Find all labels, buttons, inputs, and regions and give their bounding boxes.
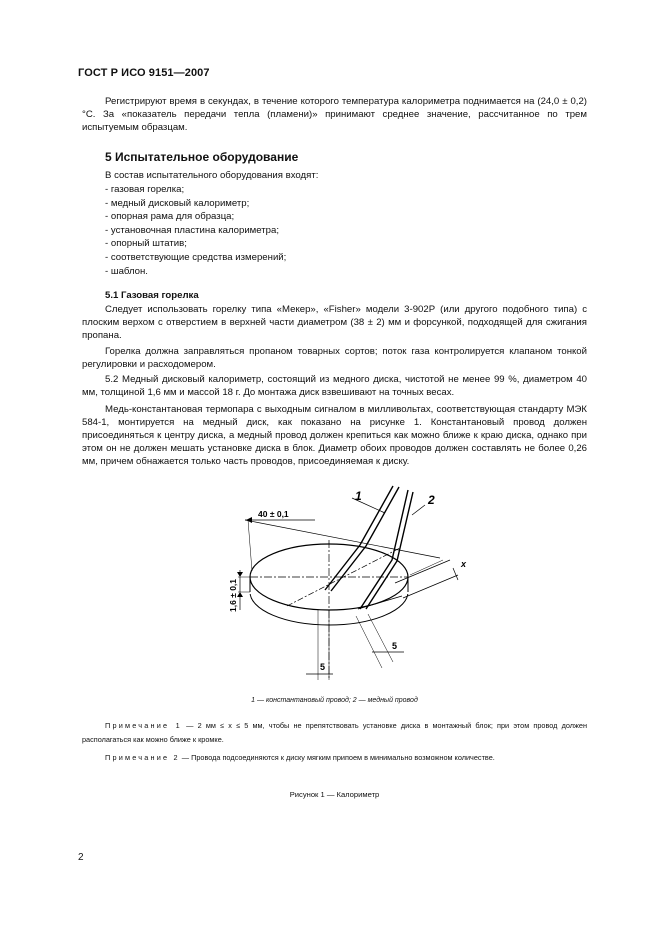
figure-title: Рисунок 1 — Калориметр — [289, 790, 380, 799]
note-1-text: — 2 мм ≤ x ≤ 5 мм, чтобы не препятствовать установке диска в монтажный блок; при этом провод должен располагаться как можно ближе к кромке. — [82, 721, 587, 744]
list-item: - опорный штатив; — [105, 237, 286, 251]
note-1-label: Примечание 1 — [105, 721, 182, 730]
list-item: - установочная пластина калориметра; — [105, 224, 286, 238]
spacing-label: 5 — [392, 641, 398, 651]
note-2-text: — Провода подсоединяются к диску мягким припоем в минимально возможном количестве. — [179, 753, 495, 762]
x-label: x — [461, 559, 467, 569]
section-5-2-paragraph-1: 5.2 Медный дисковый калориметр, состоящий из медного диска, чистотой не менее 99 %, диаметром 40 мм, толщиной 1,6 мм и массой 18 г. До монтажа диск взвешивают на точных весах. — [82, 374, 587, 398]
list-item: - соответствующие средства измерений; — [105, 251, 286, 265]
page-number: 2 — [78, 852, 84, 863]
diameter-label: 40 ± 0,1 — [258, 509, 289, 519]
wire-2-label: 2 — [428, 493, 435, 507]
note-1 — [82, 719, 587, 746]
section-5-1-paragraph-2: Горелка должна заправляться пропаном товарных сортов; поток газа контролируется клапаном тонкой регулировки и расходомером. — [82, 346, 587, 370]
intro-paragraph: Регистрируют время в секундах, в течение которого температура калориметра поднимается на (24,0 ± 0,2) °С. За «показатель передачи тепла (пламени)» принимают среднее значение, рассчитанное по трем испытуемым образцам. — [82, 96, 587, 133]
list-item: - газовая горелка; — [105, 183, 286, 197]
note-2-label: Примечание 2 — [105, 753, 180, 762]
offset-label: 5 — [320, 662, 326, 672]
thickness-label: 1,6 ± 0,1 — [228, 578, 238, 612]
list-item: - медный дисковый калориметр; — [105, 197, 286, 211]
section-5-1-heading: 5.1 Газовая горелка — [105, 290, 199, 301]
figure-legend: 1 — константановый провод; 2 — медный провод — [251, 697, 418, 704]
section-5-2-paragraph-2: Медь-константановая термопара с выходным сигналом в милливольтах, соответствующая стандарту МЭК 584-1, монтируется на медный диск, как показано на рисунке 1. Константановый провод должен присоединяться к центру диска, а медный провод должен крепиться как можно ближе к краю диска, однако при этом он не должен мешать установке диска в блок. Диаметр обоих проводов должен составлять не более 0,26 мм, причем обнажается только часть проводов, присоединяемая к диску. — [82, 404, 587, 467]
section-5-heading: 5 Испытательное оборудование — [105, 150, 299, 164]
document-header: ГОСТ Р ИСО 9151—2007 — [78, 67, 210, 79]
list-item: - шаблон. — [105, 265, 286, 279]
section-5-lead: В состав испытательного оборудования входят: — [105, 170, 319, 181]
x-dimension-line — [403, 575, 458, 598]
wire-1-label: 1 — [355, 489, 362, 503]
note-2 — [82, 751, 587, 765]
list-item: - опорная рама для образца; — [105, 210, 286, 224]
section-5-1-paragraph-1: Следует использовать горелку типа «Мекер», «Fisher» модели 3-902Р (или другого подобного типа) с плоским верхом с отверстием в верхней части диаметром (38 ± 2) мм и форсункой, подходящей для сжигания пропана. — [82, 304, 587, 341]
